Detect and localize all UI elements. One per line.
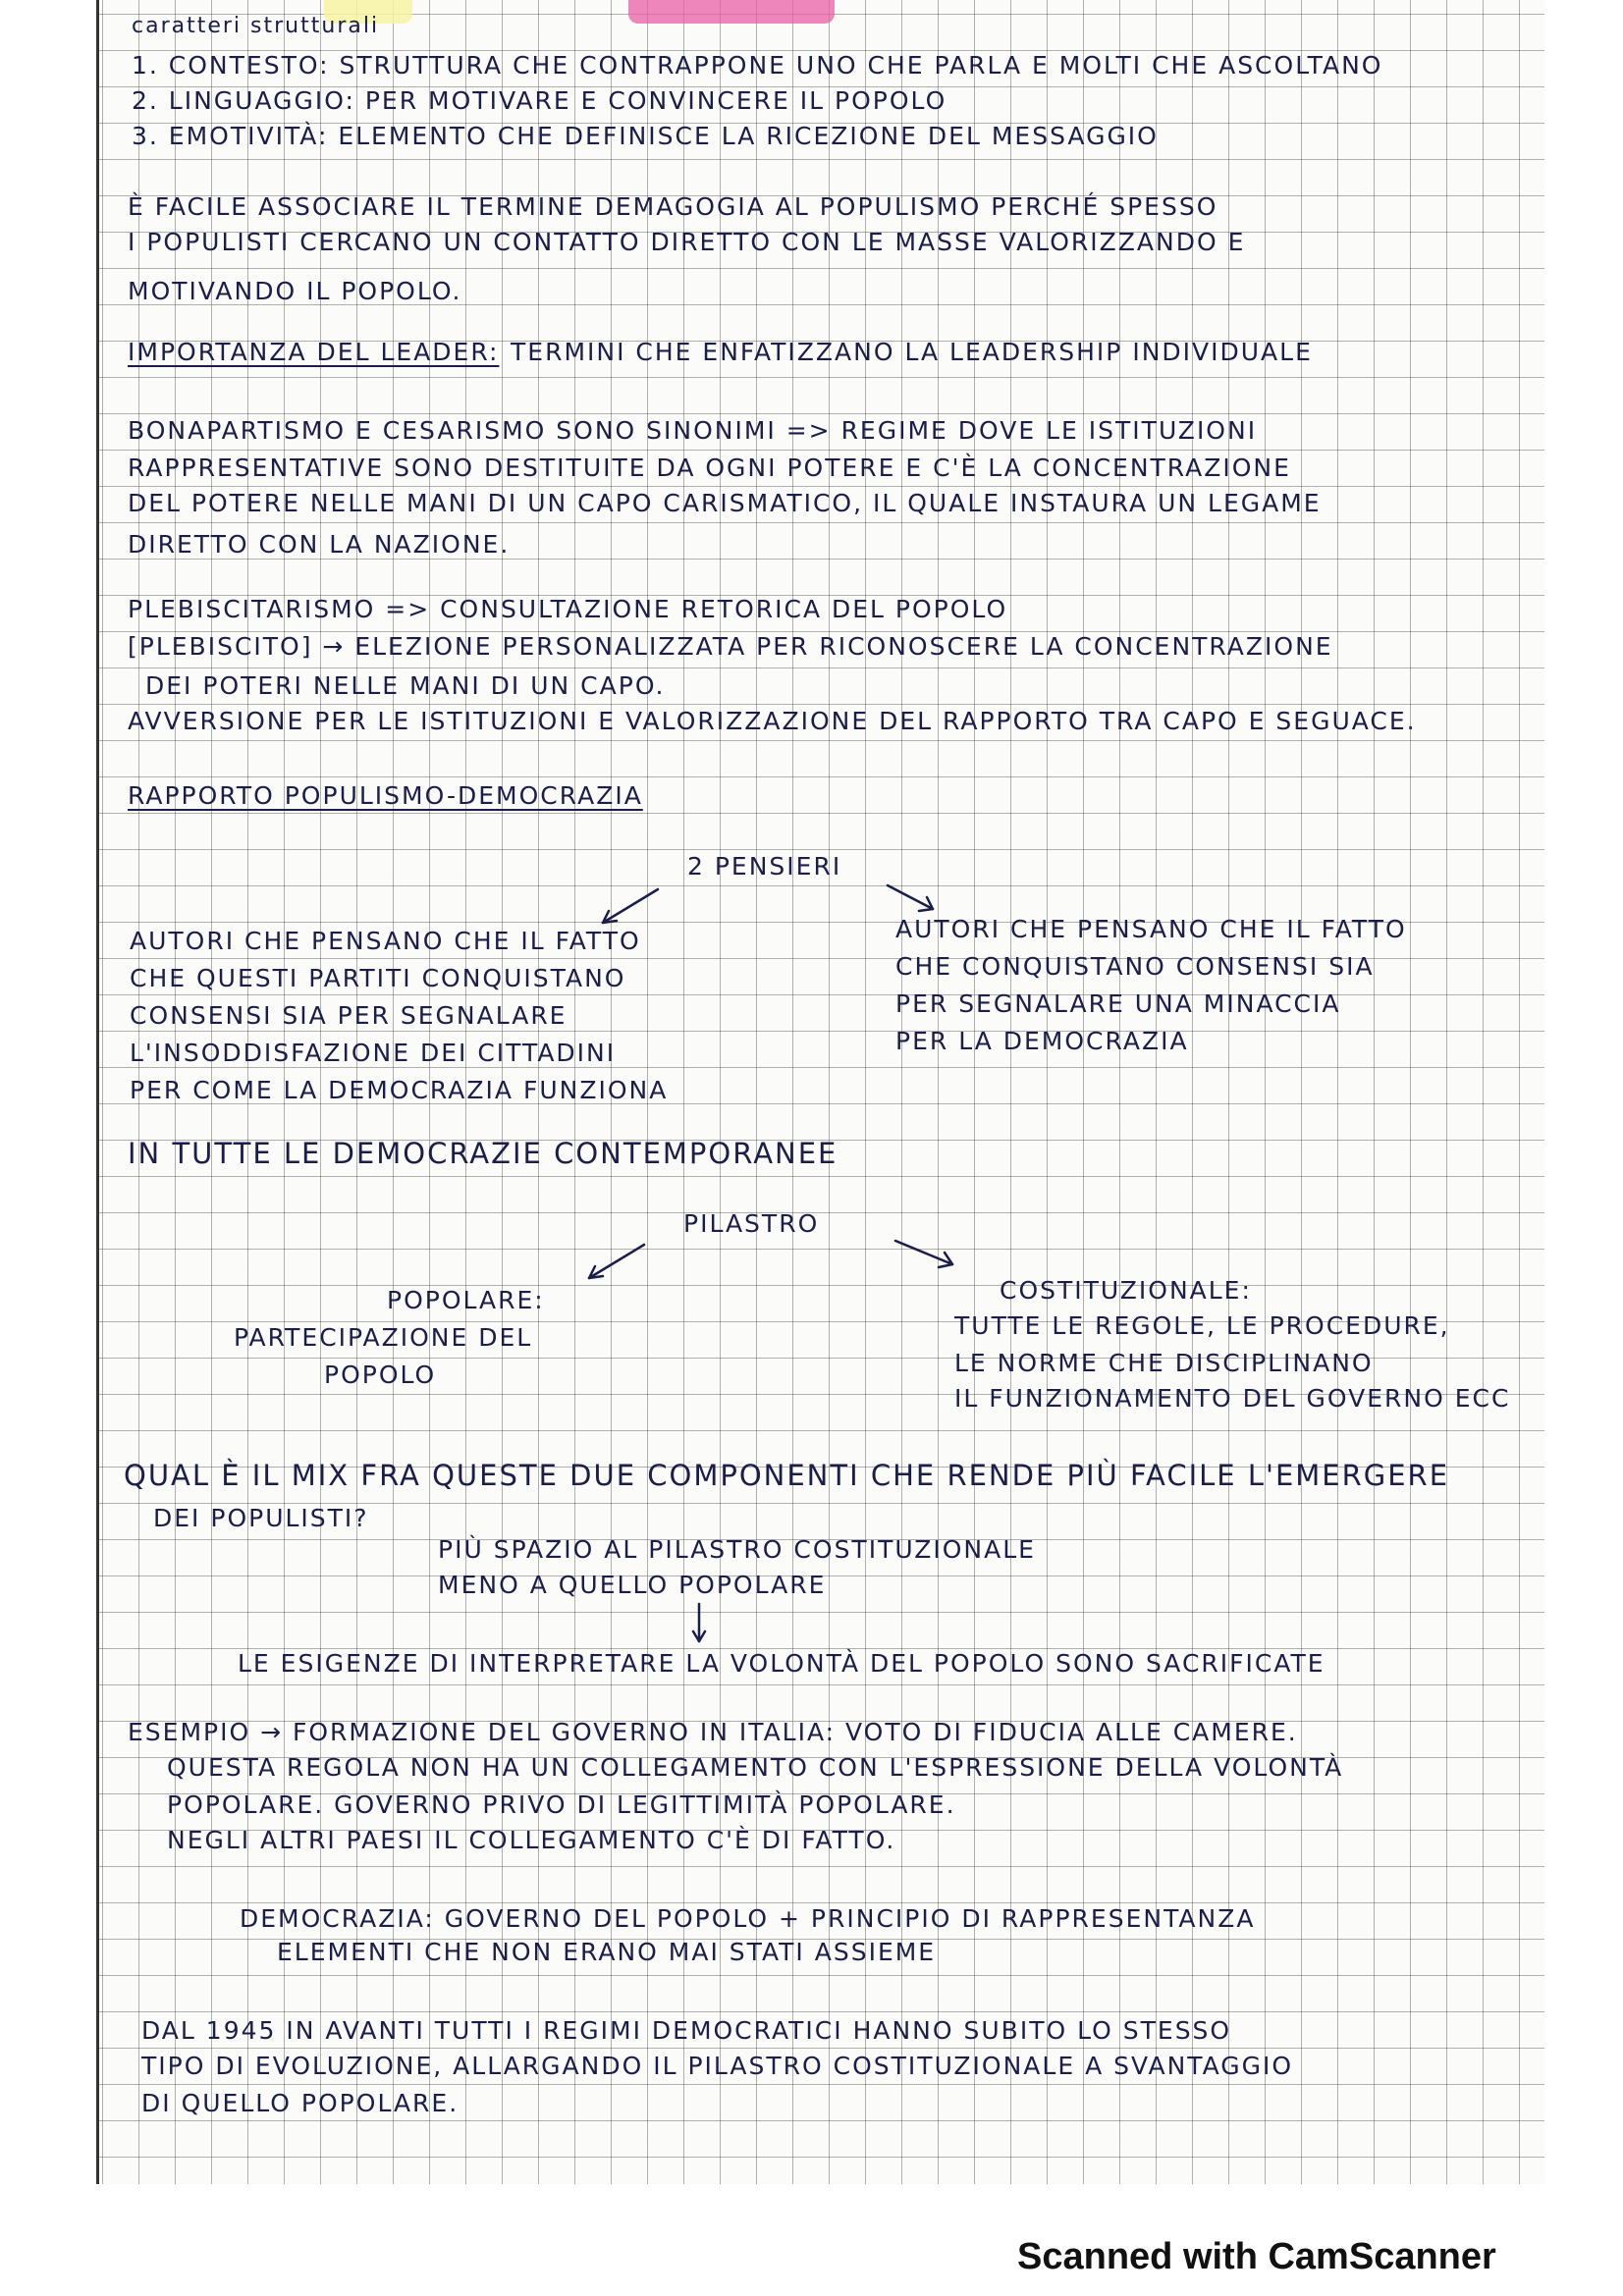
question-line: QUAL È IL MIX FRA QUESTE DUE COMPONENTI CHE RENDE PIÙ FACILE L'EMERGERE [124,1459,1450,1492]
costituzionale-title: COSTITUZIONALE: [1000,1276,1252,1305]
democrazia-line: DEMOCRAZIA: GOVERNO DEL POPOLO + PRINCIPIO DI RAPPRESENTANZA [240,1904,1256,1933]
democrazia-line: ELEMENTI CHE NON ERANO MAI STATI ASSIEME [277,1938,937,1966]
left-column-line: L'INSODDISFAZIONE DEI CITTADINI [130,1039,617,1067]
sticky-tab-pink [628,0,835,24]
left-column-line: CONSENSI SIA PER SEGNALARE [130,1001,568,1030]
left-column-line: PER COME LA DEMOCRAZIA FUNZIONA [130,1076,669,1104]
conclusion-line: TIPO DI EVOLUZIONE, ALLARGANDO IL PILASTRO COSTITUZIONALE A SVANTAGGIO [141,2052,1294,2080]
esempio-line: NEGLI ALTRI PAESI IL COLLEGAMENTO C'È DI FATTO. [167,1826,896,1854]
arrow-right-icon [890,1235,968,1284]
camscanner-footer: Scanned with CamScanner [1017,2236,1496,2277]
esempio-line: ESEMPIO → FORMAZIONE DEL GOVERNO IN ITALIA: VOTO DI FIDUCIA ALLE CAMERE. [128,1718,1298,1746]
paragraph-line: È FACILE ASSOCIARE IL TERMINE DEMAGOGIA AL POPULISMO PERCHÉ SPESSO [128,192,1218,221]
paragraph-line: MOTIVANDO IL POPOLO. [128,277,462,305]
popolare-line: PARTECIPAZIONE DEL [234,1323,533,1352]
paragraph-line: PLEBISCITARISMO => CONSULTAZIONE RETORICA DEL POPOLO [128,595,1008,623]
arrow-down-icon [687,1602,711,1649]
paragraph-line: DEI POTERI NELLE MANI DI UN CAPO. [145,671,666,700]
section-title-caratteri: caratteri strutturali [132,14,380,38]
list-item: 1. CONTESTO: STRUTTURA CHE CONTRAPPONE UNO CHE PARLA E MOLTI CHE ASCOLTANO [132,51,1383,80]
conclusion-line: DI QUELLO POPOLARE. [141,2089,460,2117]
list-item: 3. EMOTIVITÀ: ELEMENTO CHE DEFINISCE LA RICEZIONE DEL MESSAGGIO [132,122,1159,150]
esempio-line: QUESTA REGOLA NON HA UN COLLEGAMENTO CON L'ESPRESSIONE DELLA VOLONTÀ [167,1753,1344,1782]
question-line: DEI POPULISTI? [153,1504,369,1532]
right-column-line: PER LA DEMOCRAZIA [895,1027,1189,1055]
answer-line: PIÙ SPAZIO AL PILASTRO COSTITUZIONALE [438,1535,1036,1564]
rapporto-heading: RAPPORTO POPULISMO-DEMOCRAZIA [128,781,643,810]
leader-heading: IMPORTANZA DEL LEADER: [128,338,500,366]
paragraph-line: DEL POTERE NELLE MANI DI UN CAPO CARISMATICO, IL QUALE INSTAURA UN LEGAME [128,489,1322,517]
paragraph-line: DIRETTO CON LA NAZIONE. [128,530,511,559]
arrow-left-icon [579,1239,658,1298]
paragraph-line: AVVERSIONE PER LE ISTITUZIONI E VALORIZZAZIONE DEL RAPPORTO TRA CAPO E SEGUACE. [128,707,1417,735]
paragraph-line: RAPPRESENTATIVE SONO DESTITUITE DA OGNI POTERE E C'È LA CONCENTRAZIONE [128,454,1291,482]
costituzionale-line: IL FUNZIONAMENTO DEL GOVERNO ECC [954,1384,1511,1413]
esempio-line: POPOLARE. GOVERNO PRIVO DI LEGITTIMITÀ POPOLARE. [167,1790,956,1819]
two-thoughts-label: 2 PENSIERI [687,852,842,881]
margin-line [96,0,99,2184]
conclusion-line: DAL 1945 IN AVANTI TUTTI I REGIMI DEMOCRATICI HANNO SUBITO LO STESSO [141,2016,1232,2045]
right-column-line: CHE CONQUISTANO CONSENSI SIA [895,952,1375,981]
result-line: LE ESIGENZE DI INTERPRETARE LA VOLONTÀ DEL POPOLO SONO SACRIFICATE [238,1649,1325,1678]
paragraph-line: BONAPARTISMO E CESARISMO SONO SINONIMI => REGIME DOVE LE ISTITUZIONI [128,416,1258,445]
costituzionale-line: TUTTE LE REGOLE, LE PROCEDURE, [954,1311,1450,1340]
leader-text: TERMINI CHE ENFATIZZANO LA LEADERSHIP INDIVIDUALE [511,338,1313,366]
left-column-line: CHE QUESTI PARTITI CONQUISTANO [130,964,626,992]
popolare-title: POPOLARE: [387,1286,545,1314]
democrazie-line: IN TUTTE LE DEMOCRAZIE CONTEMPORANEE [128,1137,839,1170]
pilastro-label: PILASTRO [683,1209,820,1238]
right-column-line: PER SEGNALARE UNA MINACCIA [895,989,1341,1018]
answer-line: MENO A QUELLO POPOLARE [438,1571,827,1599]
list-item: 2. LINGUAGGIO: PER MOTIVARE E CONVINCERE IL POPOLO [132,86,947,115]
paragraph-line: [PLEBISCITO] → ELEZIONE PERSONALIZZATA PER RICONOSCERE LA CONCENTRAZIONE [128,632,1333,661]
popolare-line: POPOLO [324,1361,437,1389]
paragraph-line: I POPULISTI CERCANO UN CONTATTO DIRETTO CON LE MASSE VALORIZZANDO E [128,228,1246,256]
right-column-line: AUTORI CHE PENSANO CHE IL FATTO [895,915,1407,943]
left-column-line: AUTORI CHE PENSANO CHE IL FATTO [130,927,641,955]
costituzionale-line: LE NORME CHE DISCIPLINANO [954,1349,1374,1377]
